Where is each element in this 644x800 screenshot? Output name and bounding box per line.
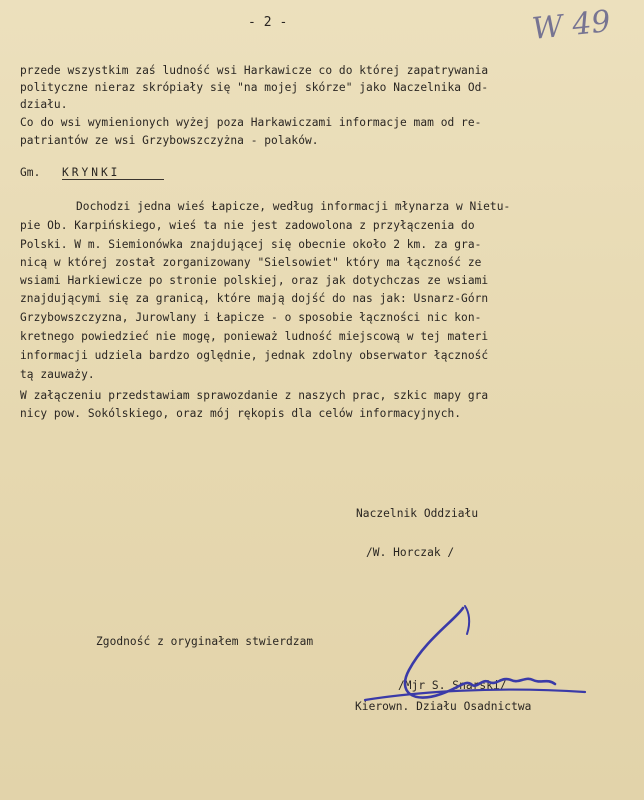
body-line: tą zauważy. (20, 368, 95, 381)
body-line: nicą w której został zorganizowany "Sielsowiet" który ma łączność ze (20, 256, 482, 269)
body-line: Grzybowszczyzna, Jurowlany i Łapicze - o sposobie łączności nic kon- (20, 311, 482, 324)
body-line: pie Ob. Karpińskiego, wieś ta nie jest zadowolona z przyłączenia do (20, 219, 475, 232)
handwritten-signature (355, 600, 595, 720)
section-heading-underline (62, 179, 164, 180)
handwritten-archive-number: W 49 (530, 3, 613, 48)
body-line: Polski. W m. Siemionówka znajdującej się obecnie około 2 km. za gra- (20, 238, 482, 251)
certifier-name: /Mjr S. Snarski/ (398, 679, 507, 692)
body-line: informacji udziela bardzo oględnie, jednak zdolny obserwator łączność (20, 349, 489, 362)
body-line: znajdującymi się za granicą, które mają dojść do nas jak: Usnarz-Górn (20, 292, 489, 305)
signatory-name: /W. Horczak / (366, 546, 455, 559)
body-line: wsiami Harkiewicze po stronie polskiej, oraz jak dotychczas ze wsiami (20, 274, 489, 287)
body-line: nicy pow. Sokólskiego, oraz mój rękopis dla celów informacyjnych. (20, 407, 462, 420)
body-line: kretnego powiedzieć nie mogę, ponieważ ludność miejscową w tej materi (20, 330, 489, 343)
body-line: działu. (20, 98, 68, 111)
page-number: - 2 - (248, 15, 288, 30)
body-line: W załączeniu przedstawiam sprawozdanie z naszych prac, szkic mapy gra (20, 389, 489, 402)
body-line: polityczne nieraz skrópiały się "na mojej skórze" jako Naczelnika Od- (20, 81, 489, 94)
certifier-role: Kierown. Działu Osadnictwa (355, 700, 532, 713)
body-line: przede wszystkim zaś ludność wsi Harkawicze co do której zapatrywania (20, 64, 489, 77)
body-line: patriantów ze wsi Grzybowszczyżna - polaków. (20, 134, 319, 147)
section-prefix: Gm. (20, 166, 48, 179)
section-heading: KRYNKI (62, 166, 121, 179)
certification-statement: Zgodność z oryginałem stwierdzam (96, 635, 314, 648)
signatory-title: Naczelnik Oddziału (356, 507, 479, 520)
body-line: Dochodzi jedna wieś Łapicze, według informacji młynarza w Nietu- (76, 200, 511, 213)
body-line: Co do wsi wymienionych wyżej poza Harkawiczami informacje mam od re- (20, 116, 482, 129)
